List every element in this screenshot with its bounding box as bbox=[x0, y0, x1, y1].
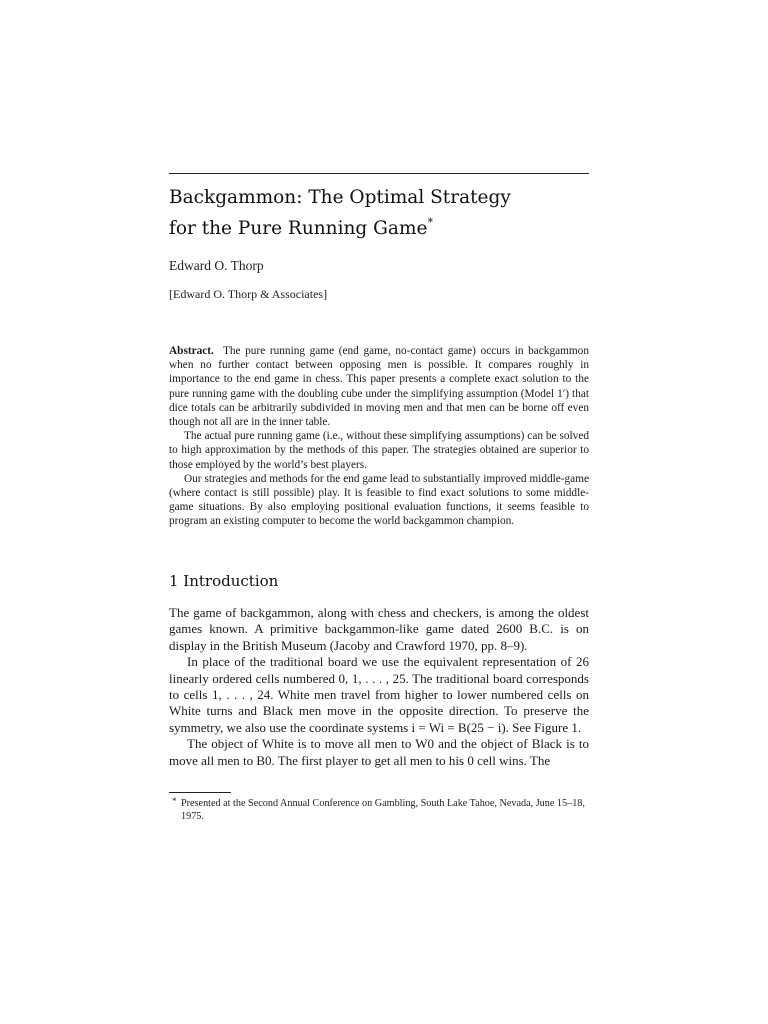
title-line-1: Backgammon: The Optimal Strategy bbox=[169, 187, 511, 208]
body-paragraph-3: The object of White is to move all men to W0 and the object of Black is to move all men to B0. The first player to get all men to his 0 cell wins. The bbox=[169, 736, 589, 768]
top-rule bbox=[169, 173, 589, 174]
abstract-text-1: The pure running game (end game, no-contact game) occurs in backgammon when no further contact between opposing men is possible. It compares roughly in importance to the end game in chess. This paper presents a complete exact solution to the pure running game with the doubling cube under the simplifying assumption (Model 1′) that dice totals can be arbitrarily subdivided in moving men and that men can be borne off even though not all are in the inner table. bbox=[169, 345, 589, 429]
body-paragraph-1: The game of backgammon, along with chess and checkers, is among the oldest games known. A primitive backgammon-like game dated 2600 B.C. is on display in the British Museum (Jacoby and Crawford 1970, pp. 8–9). bbox=[169, 605, 589, 653]
abstract-paragraph-1 bbox=[169, 344, 589, 429]
title-line-2-text: for the Pure Running Game bbox=[169, 218, 428, 239]
title-footnote-mark: * bbox=[427, 216, 433, 229]
footnote bbox=[169, 797, 589, 823]
body-paragraph-2: In place of the traditional board we use the equivalent representation of 26 linearly ordered cells numbered 0, 1, . . . , 25. The traditional board corresponds to cells 1, . . . , 24. White men travel from higher to lower numbered cells on White turns and Black men move in the opposite direction. To preserve the symmetry, we also use the coordinate systems i = Wi = B(25 − i). See Figure 1. bbox=[169, 654, 589, 735]
abstract bbox=[169, 344, 589, 529]
footnote-mark: * bbox=[172, 796, 177, 806]
footnote-rule bbox=[169, 792, 231, 793]
footnote-text: Presented at the Second Annual Conference on Gambling, South Lake Tahoe, Nevada, June 15–18, 1975. bbox=[181, 798, 585, 822]
abstract-paragraph-2: The actual pure running game (i.e., without these simplifying assumptions) can be solved to high approximation by the methods of this paper. The strategies obtained are superior to those employed by the world’s best players. bbox=[169, 430, 589, 471]
author-affiliation: [Edward O. Thorp & Associates] bbox=[169, 287, 328, 301]
abstract-label: Abstract. bbox=[169, 345, 214, 357]
section-heading: 1 Introduction bbox=[169, 572, 279, 590]
section-body bbox=[169, 605, 589, 769]
title-line-2 bbox=[169, 210, 589, 241]
abstract-paragraph-3: Our strategies and methods for the end game lead to substantially improved middle-game (where contact is still possible) play. It is feasible to find exact solutions to some middle-game situations. By also employing positional evaluation functions, it seems feasible to program an existing computer to become the world backgammon champion. bbox=[169, 472, 589, 528]
author-name: Edward O. Thorp bbox=[169, 258, 264, 273]
paper-title bbox=[169, 185, 589, 241]
